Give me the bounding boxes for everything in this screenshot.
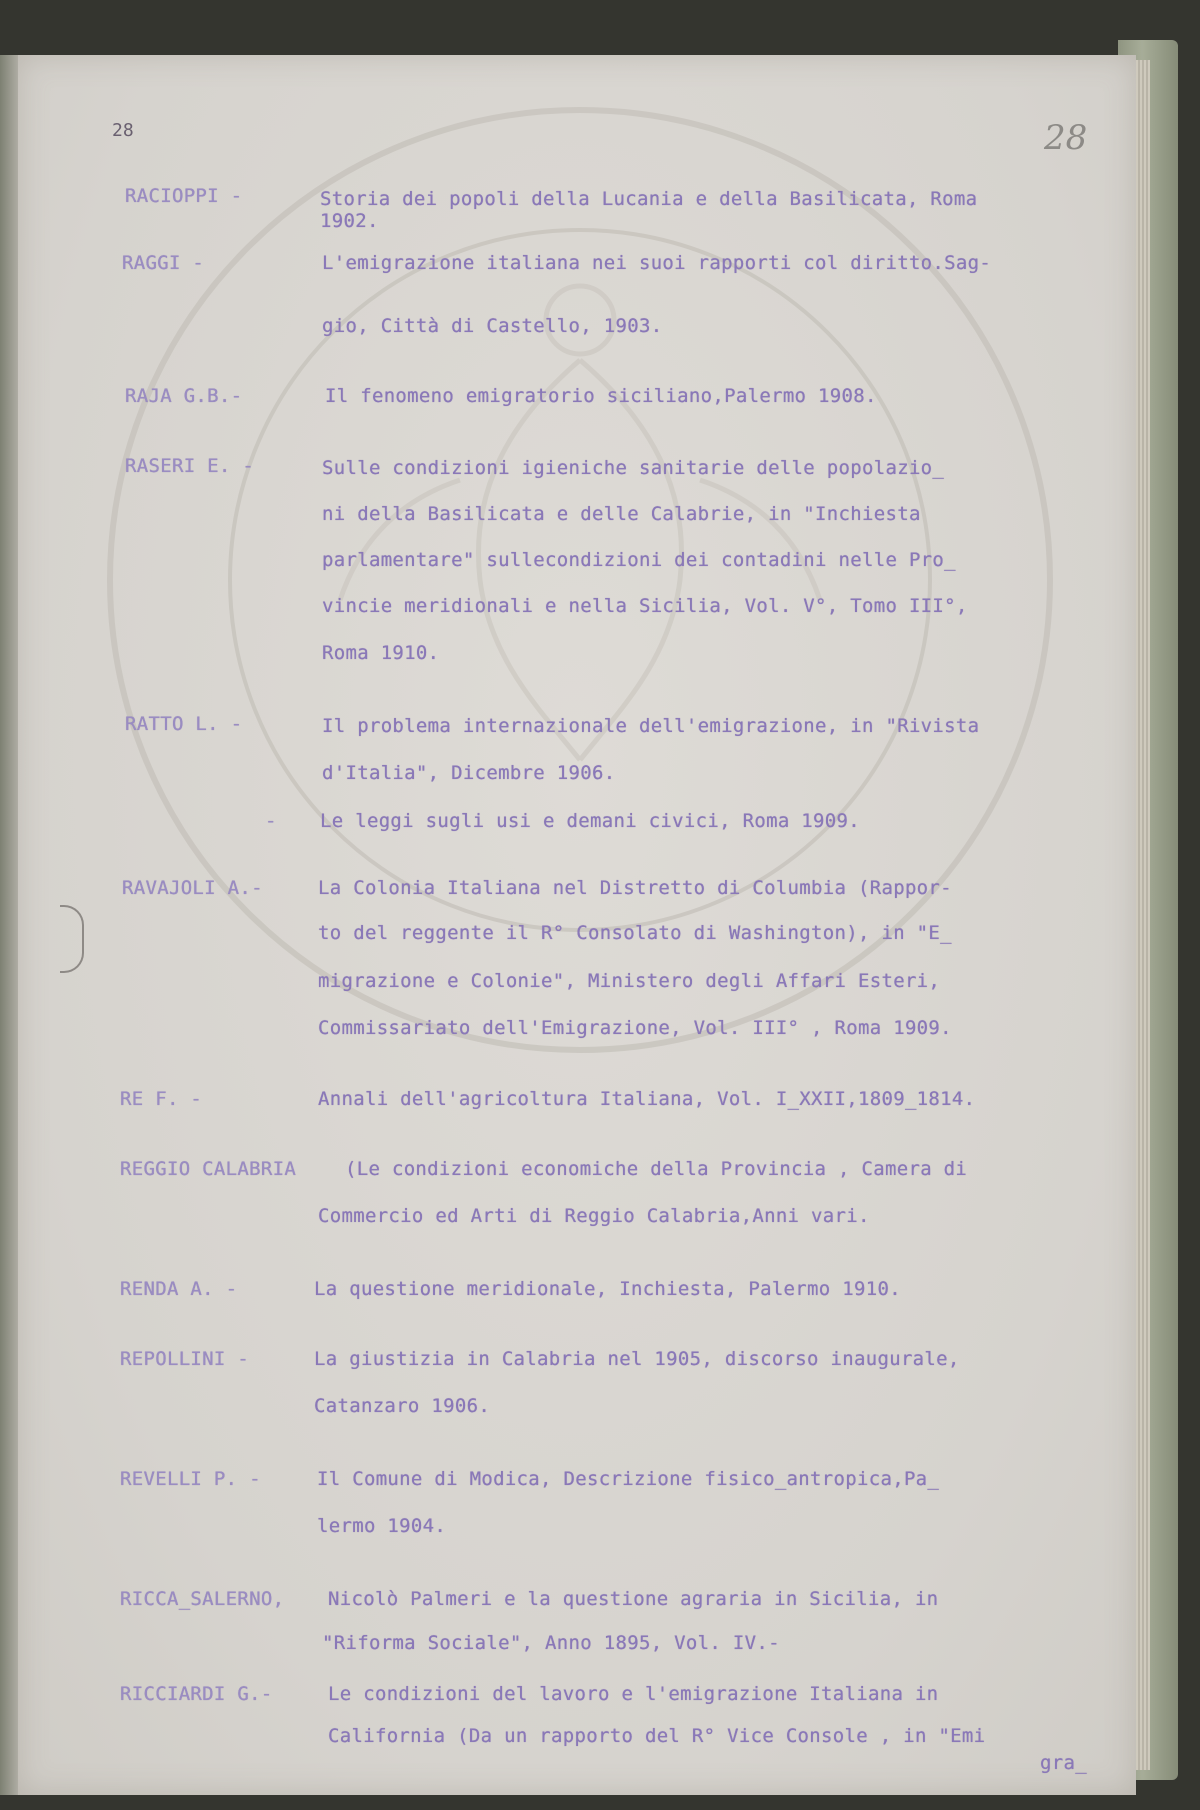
entry-line: L'emigrazione italiana nei suoi rapporti col diritto.Sag- <box>322 252 992 274</box>
entry-line: Le leggi sugli usi e demani civici, Roma 1909. <box>320 810 860 832</box>
handwritten-page-number: 28 <box>1044 118 1088 158</box>
entry-line: La questione meridionale, Inchiesta, Palermo 1910. <box>314 1278 901 1300</box>
entry-author: RASERI E. - <box>125 455 255 477</box>
entry-author: RACIOPPI - <box>125 185 243 207</box>
entry-author: REPOLLINI - <box>120 1348 250 1370</box>
entry-line: parlamentare" sullecondizioni dei contadini nelle Pro_ <box>322 549 956 571</box>
entry-author: RAGGI - <box>122 252 205 274</box>
entry-author: RENDA A. - <box>120 1278 238 1300</box>
entry-line: Commissariato dell'Emigrazione, Vol. III° , Roma 1909. <box>318 1017 952 1039</box>
entry-line: Catanzaro 1906. <box>314 1395 491 1417</box>
entry-line: California (Da un rapporto del R° Vice Console , in "Emi <box>328 1725 986 1747</box>
entry-author: RICCIARDI G.- <box>120 1683 273 1705</box>
entry-author: RATTO L. - <box>125 713 243 735</box>
page-number: 28 <box>112 120 134 141</box>
entry-author: REVELLI P. - <box>120 1468 261 1490</box>
entry-author: REGGIO CALABRIA <box>120 1158 297 1180</box>
entry-line: to del reggente il R° Consolato di Washington), in "E_ <box>318 922 952 944</box>
entry-line: lermo 1904. <box>317 1515 447 1537</box>
entry-line: "Riforma Sociale", Anno 1895, Vol. IV.- <box>322 1632 780 1654</box>
entry-line: Sulle condizioni igieniche sanitarie delle popolazio_ <box>322 457 945 479</box>
entry-line: gio, Città di Castello, 1903. <box>322 315 663 337</box>
entry-line: La Colonia Italiana nel Distretto di Columbia (Rappor- <box>318 877 952 899</box>
entry-author: RAJA G.B.- <box>125 385 243 407</box>
entry-line: Il fenomeno emigratorio siciliano,Palermo 1908. <box>325 385 877 407</box>
entry-line: Commercio ed Arti di Reggio Calabria,Anni vari. <box>318 1205 870 1227</box>
entry-author: - <box>265 810 277 832</box>
entry-line: gra_ <box>1040 1752 1087 1774</box>
entry-line: d'Italia", Dicembre 1906. <box>322 762 616 784</box>
entry-line: La giustizia in Calabria nel 1905, discorso inaugurale, <box>314 1348 960 1370</box>
entry-author: RAVAJOLI A.- <box>122 877 263 899</box>
entry-line: (Le condizioni economiche della Provincia , Camera di <box>345 1158 968 1180</box>
margin-pencil-bracket <box>60 905 84 973</box>
entry-line: Nicolò Palmeri e la questione agraria in Sicilia, in <box>328 1588 939 1610</box>
entry-author: RICCA_SALERNO, <box>120 1588 285 1610</box>
entry-line: migrazione e Colonie", Ministero degli Affari Esteri, <box>318 970 941 992</box>
entry-line: Storia dei popoli della Lucania e della Basilicata, Roma <box>320 188 978 210</box>
entry-line: Le condizioni del lavoro e l'emigrazione Italiana in <box>328 1683 939 1705</box>
entry-line: vincie meridionali e nella Sicilia, Vol. V°, Tomo III°, <box>322 595 968 617</box>
entry-author: RE F. - <box>120 1088 203 1110</box>
entry-line: ni della Basilicata e delle Calabrie, in "Inchiesta <box>322 503 921 525</box>
entry-line: Il Comune di Modica, Descrizione fisico_antropica,Pa_ <box>317 1468 940 1490</box>
entry-line: 1902. <box>320 210 379 232</box>
entry-line: Roma 1910. <box>322 642 440 664</box>
entry-line: Annali dell'agricoltura Italiana, Vol. I_XXII,1809_1814. <box>318 1088 976 1110</box>
entry-line: Il problema internazionale dell'emigrazione, in "Rivista <box>322 715 980 737</box>
